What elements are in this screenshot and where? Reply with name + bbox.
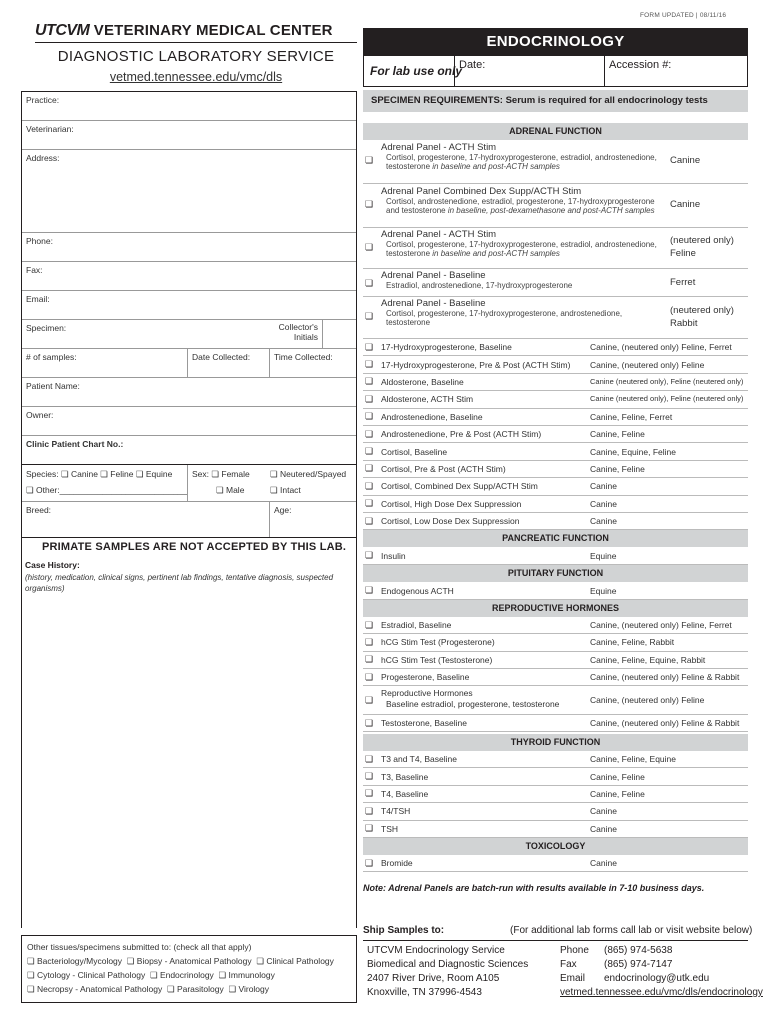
patient-name-field[interactable] [22,378,356,407]
header-logo [35,22,333,40]
panel-species: Canine [670,199,701,210]
test-name: Bromide [381,858,413,869]
canine-checkbox[interactable]: ❏ [60,469,69,479]
section-toxicology: TOXICOLOGY [363,838,748,855]
test-checkbox[interactable]: ❏ [365,393,374,404]
other-species-group [26,485,187,496]
test-name: hCG Stim Test (Progesterone) [381,637,495,648]
test-name: Cortisol, Combined Dex Supp/ACTH Stim [381,481,538,492]
test-species: Canine, Feline, Ferret [590,411,673,422]
breed-row [22,502,356,537]
test-species: Canine [590,516,617,527]
test-checkbox[interactable]: ❏ [365,480,374,491]
time-collected-field[interactable] [269,349,356,377]
breed-label: Breed: [26,505,52,515]
test-checkbox[interactable]: ❏ [365,788,374,799]
species-sex-row [22,465,356,502]
intact-option: Intact [280,485,301,495]
panel-detail: Cortisol, progesterone, 17-hydroxyprogesterone, estradiol, androstenedione, [386,240,657,249]
owner-label: Owner: [26,410,54,420]
test-name: T3 and T4, Baseline [381,754,457,765]
ship-street: 2407 River Drive, Room A105 [367,973,500,984]
test-name: TSH [381,823,398,834]
bacteriology-option: Bacteriology/Mycology [37,956,123,966]
case-history-label: Case History: [25,560,80,570]
test-checkbox[interactable]: ❏ [365,823,374,834]
other-tissues-line-2 [27,968,351,982]
test-name: Androstenedione, Baseline [381,411,483,422]
specimen-requirements: SPECIMEN REQUIREMENTS: Serum is required for all endocrinology tests [363,90,748,112]
test-name: Cortisol, Baseline [381,446,448,457]
test-species: Equine [590,550,617,561]
test-row [363,496,748,513]
test-checkbox[interactable]: ❏ [365,359,374,370]
test-row [363,855,748,872]
female-option: Female [221,469,250,479]
test-checkbox[interactable]: ❏ [365,717,374,728]
case-history-area[interactable] [21,538,357,928]
test-row [363,768,748,785]
ship-dept: Biomedical and Diagnostic Sciences [367,959,529,970]
test-checkbox[interactable]: ❏ [365,428,374,439]
section-pancreatic: PANCREATIC FUNCTION [363,530,748,547]
panel-species: (neutered only) [670,235,734,246]
panel-species: Canine [670,155,701,166]
panel-species-2: Feline [670,248,696,259]
equine-checkbox[interactable]: ❏ [135,469,144,479]
panel-detail-2: testosterone [386,249,431,258]
male-checkbox[interactable]: ❏ [216,485,224,495]
other-checkbox[interactable]: ❏ [26,485,34,495]
test-checkbox[interactable]: ❏ [365,498,374,509]
test-checkbox[interactable]: ❏ [365,463,374,474]
necropsy-option: Necropsy - Anatomical Pathology [37,984,163,994]
test-row [363,803,748,820]
owner-field[interactable] [22,407,356,436]
panel-name: Adrenal Panel - Baseline [381,298,486,309]
specimen-field[interactable] [22,320,356,349]
section-thyroid: THYROID FUNCTION [363,734,748,751]
test-species: Canine [590,498,617,509]
test-row [363,356,748,373]
email-label: Email: [26,294,50,304]
phone-field[interactable] [22,233,356,262]
other-tissues-box [21,935,357,1003]
canine-option: Canine [70,469,98,479]
panel-row [363,228,748,269]
section-pituitary: PITUITARY FUNCTION [363,565,748,582]
equine-option: Equine [145,469,173,479]
panel-row [363,269,748,297]
biopsy-checkbox[interactable]: ❏ [126,956,135,966]
test-name: T4, Baseline [381,788,429,799]
test-name: Estradiol, Baseline [381,620,452,631]
ship-divider [363,940,748,941]
test-name: Cortisol, Low Dose Dex Suppression [381,516,520,527]
test-species: Equine [590,585,617,596]
date-field[interactable] [454,56,604,86]
endocrinology-title: ENDOCRINOLOGY [363,28,748,55]
test-row [363,786,748,803]
utcvm-logo-mark: UTCVM [35,22,90,39]
test-name: Aldosterone, ACTH Stim [381,394,474,405]
feline-option: Feline [110,469,134,479]
ship-org: UTCVM Endocrinology Service [367,945,505,956]
test-species: Canine [590,481,617,492]
female-checkbox[interactable]: ❏ [211,469,220,479]
virology-checkbox[interactable]: ❏ [228,984,237,994]
fax-number: (865) 974-7147 [604,959,673,970]
specimen-label: Specimen: [26,323,67,333]
test-name: Cortisol, High Dose Dex Suppression [381,498,522,509]
test-checkbox[interactable]: ❏ [365,619,374,630]
test-checkbox[interactable]: ❏ [365,857,374,868]
fax-contact-label: Fax [560,959,577,970]
panel-2-checkbox[interactable]: ❏ [365,199,374,209]
test-name: 17-Hydroxyprogesterone, Baseline [381,342,512,353]
contact-block [560,944,763,1000]
fax-label: Fax: [26,265,43,275]
panel-detail-2: and testosterone [386,206,446,215]
test-row [363,443,748,460]
collectors-initials-field[interactable] [322,320,356,348]
panel-species-2: Rabbit [670,318,698,329]
biopsy-option: Biopsy - Anatomical Pathology [136,956,252,966]
virology-option: Virology [238,984,270,994]
primate-warning: PRIMATE SAMPLES ARE NOT ACCEPTED BY THIS LAB. [42,541,347,553]
panel-detail-2: testosterone [386,318,431,327]
panel-detail: Cortisol, progesterone, 17-hydroxyprogesterone, estradiol, androstenedione, [386,153,657,162]
test-row [363,617,748,634]
test-species: Canine, (neutered only) Feline, Ferret [590,620,732,631]
panel-detail: Cortisol, progesterone, 17-hydroxyprogesterone, androstenedione, [386,309,623,318]
panel-species: Ferret [670,277,696,288]
test-row [363,669,748,686]
email-field[interactable] [22,291,356,320]
test-row [363,391,748,408]
age-field[interactable] [269,502,356,537]
test-checkbox[interactable]: ❏ [365,636,374,647]
header-url-link[interactable]: vetmed.tennessee.edu/vmc/dls [109,70,283,84]
test-row [363,686,748,715]
endocrinology-option: Endocrinology [159,970,214,980]
panel-detail-2: testosterone [386,162,431,171]
chart-no-label: Clinic Patient Chart No.: [26,439,124,449]
lab-use-box [363,55,748,87]
panel-detail-2-italic: in baseline and post-ACTH samples [430,249,560,258]
ship-additional-info: (For additional lab forms call lab or visit website below) [510,925,753,936]
test-checkbox[interactable]: ❏ [365,805,374,816]
test-checkbox[interactable]: ❏ [365,446,374,457]
test-name: Insulin [381,550,406,561]
header-divider [35,42,357,43]
test-species: Canine, Feline, Rabbit [590,637,675,648]
panel-species: (neutered only) [670,305,734,316]
ship-address [367,944,528,1000]
panel-row [363,297,748,339]
test-row [363,409,748,426]
fax-field[interactable] [22,262,356,291]
accession-field[interactable] [604,56,747,86]
test-row [363,478,748,495]
test-row [363,339,748,356]
test-subtext: Baseline estradiol, progesterone, testosterone [386,699,560,710]
service-title: DIAGNOSTIC LABORATORY SERVICE [57,48,335,65]
address-label: Address: [26,153,60,163]
test-checkbox[interactable]: ❏ [365,411,374,422]
test-row [363,547,748,565]
immunology-checkbox[interactable]: ❏ [218,970,227,980]
test-checkbox[interactable]: ❏ [365,694,374,705]
section-adrenal: ADRENAL FUNCTION [363,123,748,140]
neutered-option: Neutered/Spayed [280,469,347,479]
address-field[interactable] [22,150,356,233]
test-name: Reproductive Hormones Baseline estradiol, progesterone, testosterone [381,688,560,710]
test-row [363,461,748,478]
test-species: Canine, Feline, Equine, Rabbit [590,654,706,665]
test-row [363,652,748,669]
immunology-option: Immunology [228,970,275,980]
test-row [363,751,748,768]
cytology-option: Cytology - Clinical Pathology [37,970,146,980]
test-species: Canine, (neutered only) Feline [590,695,705,706]
veterinarian-label: Veterinarian: [26,124,74,134]
test-species: Canine, Feline [590,463,645,474]
test-species: Canine, Feline [590,429,645,440]
practice-label: Practice: [26,95,60,105]
test-name: Cortisol, Pre & Post (ACTH Stim) [381,463,506,474]
test-checkbox[interactable]: ❏ [365,515,374,526]
test-name: Aldosterone, Baseline [381,376,464,387]
accession-label: Accession #: [609,59,672,71]
panel-name: Adrenal Panel Combined Dex Supp/ACTH Stim [381,186,582,197]
test-name: Endogenous ACTH [381,585,454,596]
test-name: Progesterone, Baseline [381,672,470,683]
test-species: Canine [590,806,617,817]
website-link[interactable]: vetmed.tennessee.edu/vmc/dls/endocrinology [560,987,763,998]
other-tissues-line-3 [27,982,351,996]
test-checkbox[interactable]: ❏ [365,753,374,764]
bacteriology-checkbox[interactable]: ❏ [27,956,35,966]
test-name: Androstenedione, Pre & Post (ACTH Stim) [381,429,542,440]
panel-detail-2-italic: in baseline and post-ACTH samples [430,162,560,171]
male-option: Male [226,485,245,495]
test-species: Canine (neutered only), Feline (neutered only) [590,394,744,404]
samples-row [22,349,356,378]
submitter-form [21,91,357,538]
email-link[interactable]: endocrinology@utk.edu [604,973,710,984]
neutered-checkbox[interactable]: ❏ [270,469,278,479]
test-row [363,821,748,838]
test-checkbox[interactable]: ❏ [365,654,374,665]
date-label: Date: [459,59,486,71]
parasitology-checkbox[interactable]: ❏ [166,984,175,994]
panel-4-checkbox[interactable]: ❏ [365,278,374,288]
patient-name-label: Patient Name: [26,381,80,391]
test-species: Canine (neutered only), Feline (neutered only) [590,376,744,386]
panel-detail-2-italic: in baseline, post-dexamethasone and post-ACTH samples [445,206,655,215]
panel-detail: Cortisol, androstenedione, estradiol, progesterone, 17-hydroxyprogesterone [386,197,655,206]
form-updated-date: FORM UPDATED | 08/11/16 [640,12,727,19]
date-collected-field[interactable] [187,349,269,377]
test-species: Canine [590,858,617,869]
test-species: Canine, (neutered only) Feline, Ferret [590,342,732,353]
batch-note: Note: Adrenal Panels are batch-run with results available in 7-10 business days. [363,883,705,893]
test-name: T4/TSH [381,806,411,817]
phone-contact-label: Phone [560,945,589,956]
test-row [363,513,748,530]
collectors-initials-label: Collector's Initials [278,322,318,342]
case-history-hint: (history, medication, clinical signs, pertinent lab findings, tentative diagnosis, suspected organisms) [25,573,334,593]
age-label: Age: [274,505,292,515]
center-name: VETERINARY MEDICAL CENTER [93,22,333,39]
clinical-pathology-checkbox[interactable]: ❏ [256,956,264,966]
test-name: 17-Hydroxyprogesterone, Pre & Post (ACTH Stim) [381,359,571,370]
time-collected-label: Time Collected: [274,352,333,362]
panel-detail: Estradiol, androstenedione, 17-hydroxyprogesterone [386,281,573,290]
panel-name: Adrenal Panel - ACTH Stim [381,229,497,240]
other-tissues-title: Other tissues/specimens submitted to: (check all that apply) [27,942,252,952]
species-label: Species: [26,469,59,479]
test-checkbox[interactable]: ❏ [365,771,374,782]
test-row [363,426,748,443]
phone-label: Phone: [26,236,53,246]
test-name: Testosterone, Baseline [381,718,467,729]
sex-label: Sex: [192,469,210,479]
parasitology-option: Parasitology [176,984,224,994]
test-checkbox[interactable]: ❏ [365,671,374,682]
test-row [363,634,748,651]
panel-name: Adrenal Panel - ACTH Stim [381,142,497,153]
test-checkbox[interactable]: ❏ [365,550,374,560]
practice-field[interactable] [22,92,356,121]
clinical-pathology-option: Clinical Pathology [266,956,334,966]
cytology-checkbox[interactable]: ❏ [27,970,35,980]
test-name: hCG Stim Test (Testosterone) [381,654,493,665]
test-checkbox[interactable]: ❏ [365,585,374,595]
test-name: T3, Baseline [381,771,429,782]
test-species: Canine [590,823,617,834]
test-species: Canine, Feline, Equine [590,754,677,765]
test-checkbox[interactable]: ❏ [365,376,374,387]
test-species: Canine, (neutered only) Feline & Rabbit [590,672,740,683]
panel-3-checkbox[interactable]: ❏ [365,242,374,252]
panel-1-checkbox[interactable]: ❏ [365,155,374,165]
test-row [363,715,748,732]
feline-checkbox[interactable]: ❏ [100,469,108,479]
veterinarian-field[interactable] [22,121,356,150]
panel-name: Adrenal Panel - Baseline [381,270,486,281]
other-tissues-line-1 [27,954,351,968]
species-group [26,469,172,480]
panel-5-checkbox[interactable]: ❏ [365,311,374,321]
sex-group [187,465,356,501]
test-species: Canine, Feline [590,788,645,799]
endocrinology-checkbox[interactable]: ❏ [149,970,158,980]
phone-number: (865) 974-5638 [604,945,673,956]
panel-row [363,184,748,228]
test-species: Canine, (neutered only) Feline [590,359,705,370]
test-checkbox[interactable]: ❏ [365,341,374,352]
test-row [363,374,748,391]
other-option[interactable]: Other:___________________________ [36,485,188,495]
test-species: Canine, (neutered only) Feline & Rabbit [590,718,740,729]
ship-title: Ship Samples to: [363,925,445,936]
chart-no-field[interactable] [22,436,356,465]
date-collected-label: Date Collected: [192,352,251,362]
test-species: Canine, Equine, Feline [590,446,677,457]
test-species: Canine, Feline [590,771,645,782]
num-samples-label: # of samples: [26,352,77,362]
ship-city: Knoxville, TN 37996-4543 [367,987,482,998]
email-contact-label: Email [560,973,586,984]
intact-checkbox[interactable]: ❏ [270,485,278,495]
panel-row [363,140,748,184]
test-row [363,582,748,600]
section-reproductive: REPRODUCTIVE HORMONES [363,600,748,617]
necropsy-checkbox[interactable]: ❏ [27,984,35,994]
lab-use-label: For lab use only [370,64,463,78]
